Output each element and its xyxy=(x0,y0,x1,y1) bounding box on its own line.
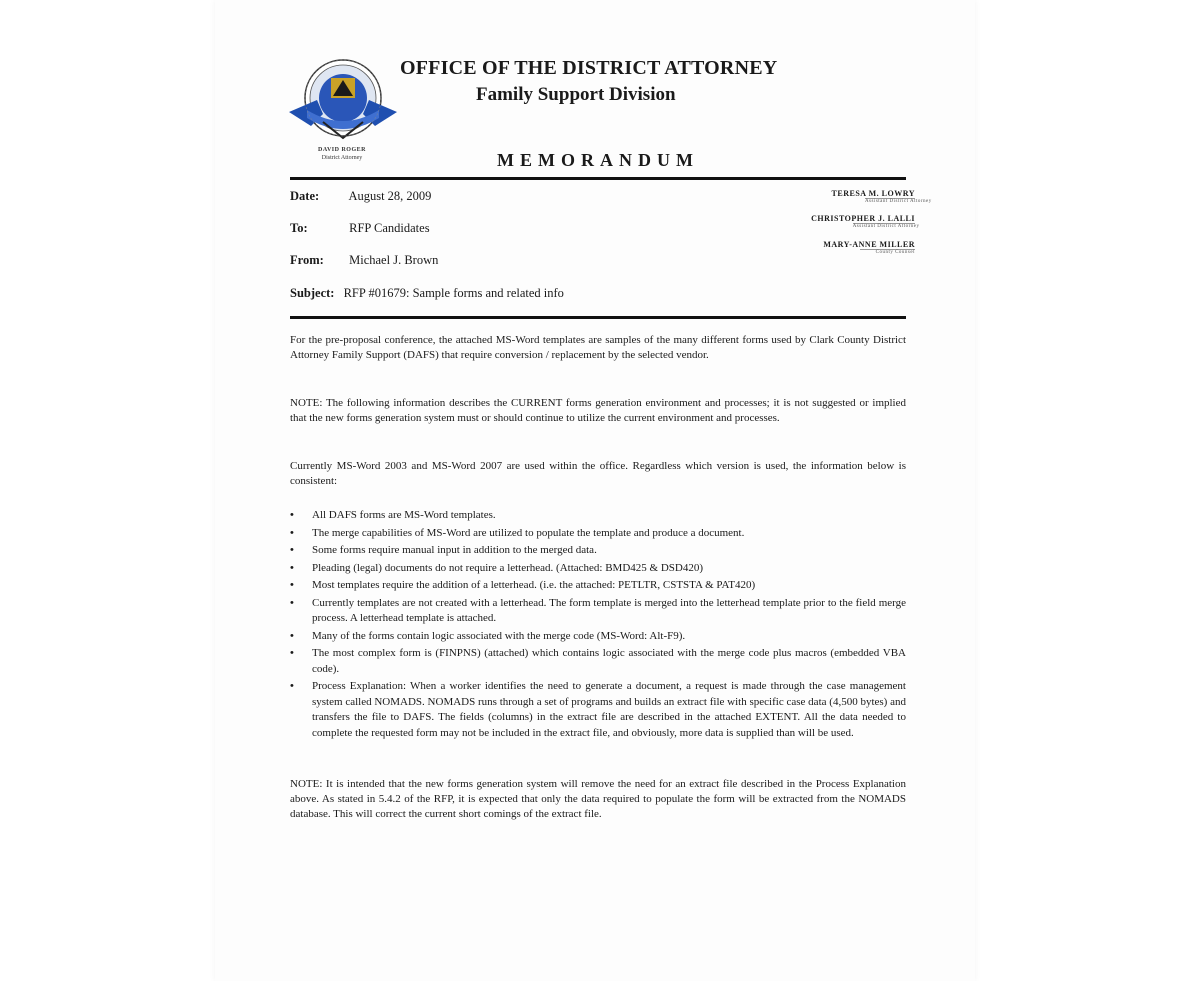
staff-role: County Counsel xyxy=(860,249,915,256)
body-paragraph xyxy=(290,777,906,822)
to-label: To: xyxy=(290,221,308,235)
list-item: • The most complex form is (FINPNS) (attached) which contains logic associated with the merge code plus macros (embedded VBA code). xyxy=(290,646,906,677)
staff-role: Assistant District Attorney xyxy=(864,199,932,204)
list-item: • Many of the forms contain logic associated with the merge code (MS-Word: Alt-F9). xyxy=(290,629,906,645)
paragraph-versions: Currently MS-Word 2003 and MS-Word 2007 are used within the office. Regardless which version is used, the information below is consistent: xyxy=(290,460,906,487)
division-title: Family Support Division xyxy=(476,84,676,105)
header-rule-top xyxy=(290,177,906,180)
staff-role: Assistant District Attorney xyxy=(852,224,920,229)
list-item: • Most templates require the addition of a letterhead. (i.e. the attached: PETLTR, CSTSTA & PAT420) xyxy=(290,578,906,594)
seal-caption xyxy=(294,146,390,162)
paragraph-note: NOTE: The following information describes the CURRENT forms generation environment and processes; it is not suggested or implied that the new forms generation system must or should continue to utilize the current environment and processes. xyxy=(290,397,906,424)
staff-entry xyxy=(811,214,920,230)
memo-date-row xyxy=(290,189,431,204)
staff-name: CHRISTOPHER J. LALLI xyxy=(811,214,915,223)
staff-name: MARY-ANNE MILLER xyxy=(823,240,915,249)
staff-entry xyxy=(831,189,932,205)
staff-entry xyxy=(823,240,915,256)
list-item: • Some forms require manual input in addition to the merged data. xyxy=(290,543,906,559)
from-value: Michael J. Brown xyxy=(349,253,439,267)
office-title: OFFICE OF THE DISTRICT ATTORNEY xyxy=(400,57,778,79)
seal-caption-name: DAVID ROGER xyxy=(318,147,366,153)
list-item: • All DAFS forms are MS-Word templates. xyxy=(290,508,906,524)
subject-value: RFP #01679: Sample forms and related info xyxy=(343,286,564,300)
seal-caption-role: District Attorney xyxy=(321,155,363,161)
memo-to-row xyxy=(290,221,430,236)
from-label: From: xyxy=(290,253,324,267)
to-value: RFP Candidates xyxy=(349,221,430,235)
memo-heading: MEMORANDUM xyxy=(497,150,699,170)
date-value: August 28, 2009 xyxy=(348,189,432,203)
body-paragraph xyxy=(290,396,906,426)
info-bullet-list xyxy=(290,508,906,743)
list-item: • Process Explanation: When a worker identifies the need to generate a document, a request is made through the case management system called NOMADS. NOMADS runs through a set of programs and builds an extract file with specific case data (4,500 bytes) and transfers the file to DAFS. The fields (columns) in the extract file are described in the attached EXTENT. All the data needed to complete the requested form may not be included in the extract file, and obviously, more data is supplied than will be used. xyxy=(290,679,906,741)
staff-name: TERESA M. LOWRY xyxy=(831,189,915,198)
header-rule-bottom xyxy=(290,316,906,319)
list-item: • Currently templates are not created with a letterhead. The form template is merged into the letterhead template prior to the field merge process. A letterhead template is attached. xyxy=(290,596,906,627)
paragraph-intro: For the pre-proposal conference, the attached MS-Word templates are samples of the many different forms used by Clark County District Attorney Family Support (DAFS) that require conversion / replacement by the selected vendor. xyxy=(290,334,906,361)
subject-label: Subject: xyxy=(290,286,335,300)
memo-subject-row xyxy=(290,286,564,301)
date-label: Date: xyxy=(290,189,320,203)
list-item: • The merge capabilities of MS-Word are utilized to populate the template and produce a document. xyxy=(290,526,906,542)
body-paragraph xyxy=(290,333,906,363)
paragraph-closing-note: NOTE: It is intended that the new forms generation system will remove the need for an extract file described in the Process Explanation above. As stated in 5.4.2 of the RFP, it is expected that only the data required to populate the form will be extracted from the NOMADS database. This will correct the current short comings of the extract file. xyxy=(290,778,906,820)
body-paragraph xyxy=(290,459,906,489)
list-item: • Pleading (legal) documents do not require a letterhead. (Attached: BMD425 & DSD420) xyxy=(290,561,906,577)
memo-from-row xyxy=(290,253,438,268)
